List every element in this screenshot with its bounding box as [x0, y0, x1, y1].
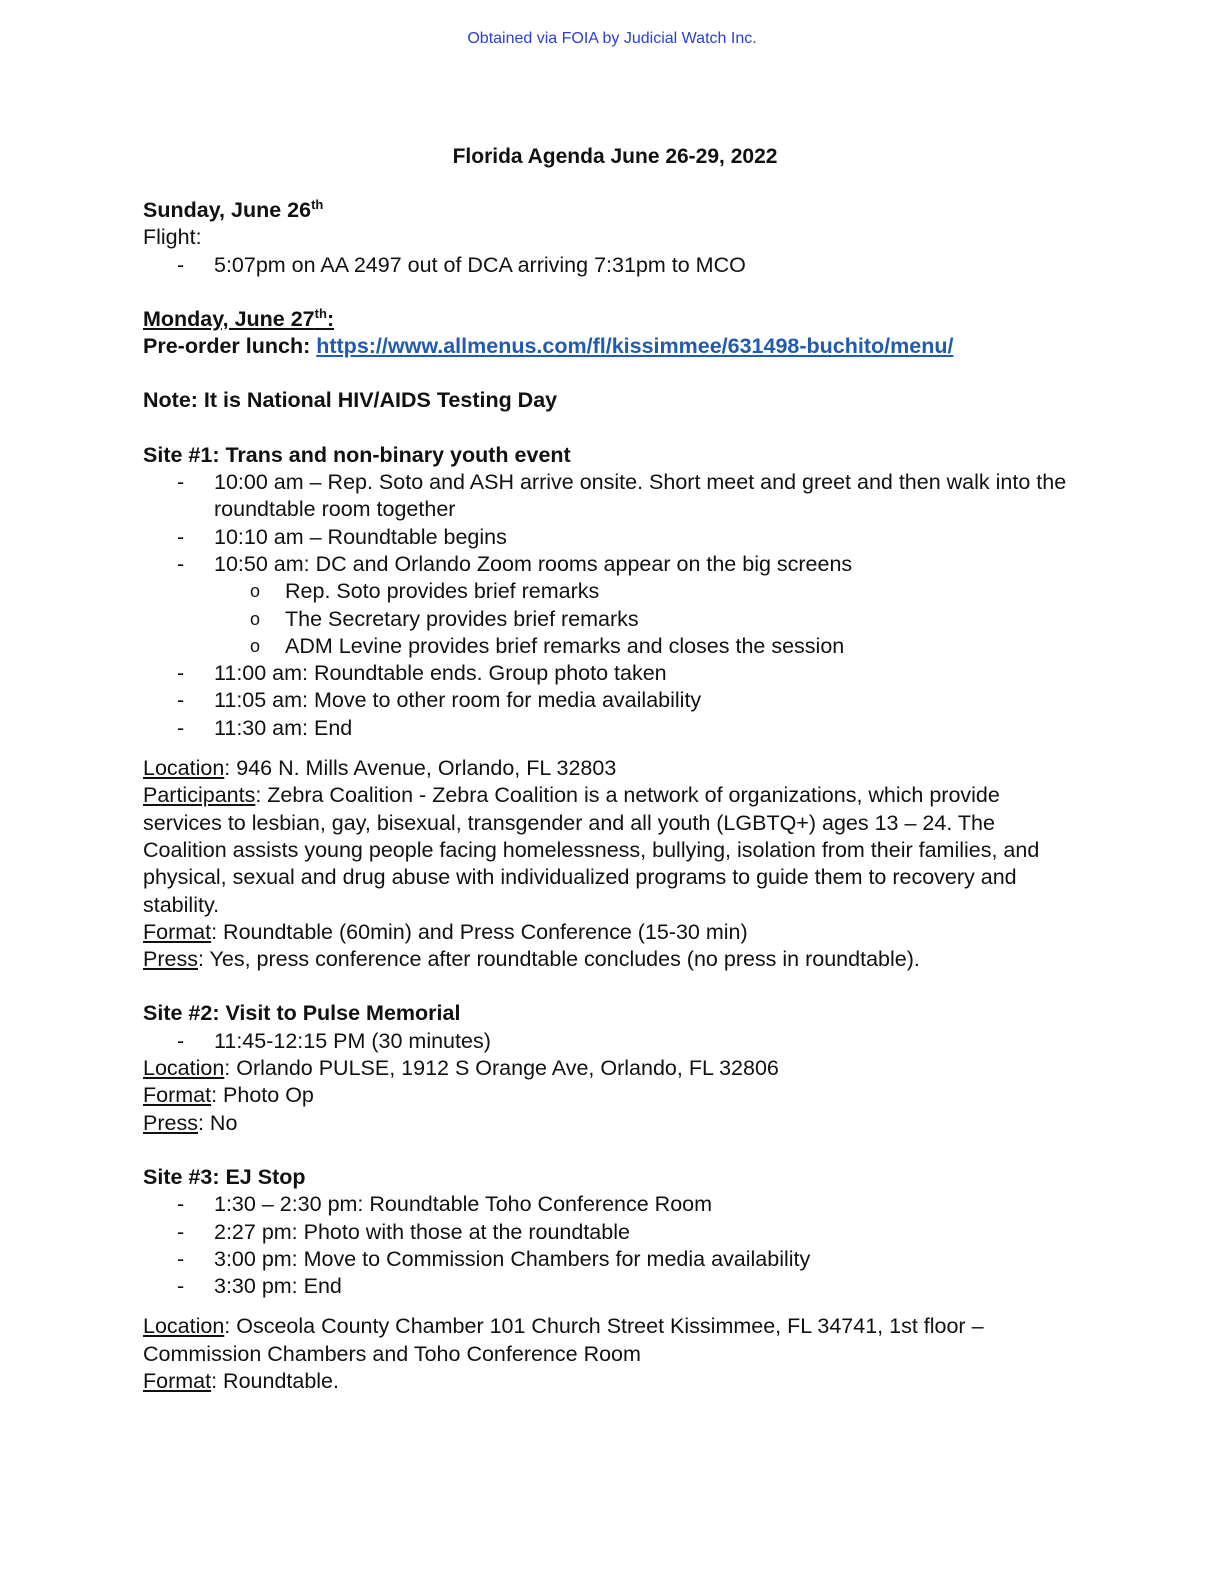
agenda-body [143, 197, 1083, 1395]
list-item: - 11:05 am: Move to other room for media availability [143, 687, 1083, 714]
testing-day-note: Note: It is National HIV/AIDS Testing Day [143, 388, 558, 413]
list-item: - 10:00 am – Rep. Soto and ASH arrive onsite. Short meet and greet and then walk into the roundtable room together [143, 469, 1083, 524]
site3-location: Location: Osceola County Chamber 101 Church Street Kissimmee, FL 34741, 1st floor – Commission Chambers and Toho Conference Room [143, 1314, 984, 1366]
site1-location: Location: 946 N. Mills Avenue, Orlando, FL 32803 [143, 756, 617, 781]
sub-list-item: o The Secretary provides brief remarks [214, 606, 1083, 633]
preorder-lunch: Pre-order lunch: https://www.allmenus.com/fl/kissimmee/631498-buchito/menu/ [143, 334, 954, 359]
page-title: Florida Agenda June 26-29, 2022 [452, 145, 778, 168]
site2-format: Format: Photo Op [143, 1083, 314, 1108]
site2-location: Location: Orlando PULSE, 1912 S Orange Ave, Orlando, FL 32806 [143, 1056, 779, 1081]
list-item: - 3:30 pm: End [143, 1273, 1083, 1300]
site2-heading: Site #2: Visit to Pulse Memorial [143, 1001, 461, 1026]
site1-schedule [143, 469, 1083, 742]
site3-schedule [143, 1191, 1083, 1300]
list-item: - 11:45-12:15 PM (30 minutes) [143, 1028, 1083, 1055]
list-item: - 10:10 am – Roundtable begins [143, 524, 1083, 551]
flight-label: Flight: [143, 225, 202, 250]
site1-format: Format: Roundtable (60min) and Press Conference (15-30 min) [143, 919, 748, 944]
sunday-heading: Sunday, June 26th [143, 196, 324, 222]
site1-heading: Site #1: Trans and non-binary youth event [143, 442, 571, 467]
list-item: - 11:30 am: End [143, 715, 1083, 742]
foia-watermark: Obtained via FOIA by Judicial Watch Inc. [467, 30, 757, 47]
sub-list-item: o Rep. Soto provides brief remarks [214, 578, 1083, 605]
flight-list [143, 252, 1083, 279]
list-item: - 5:07pm on AA 2497 out of DCA arriving 7:31pm to MCO [143, 252, 1083, 279]
list-item: - 3:00 pm: Move to Commission Chambers for media availability [143, 1246, 1083, 1273]
sub-list-item: o ADM Levine provides brief remarks and closes the session [214, 633, 1083, 660]
site2-press: Press: No [143, 1110, 238, 1135]
list-item: - 11:00 am: Roundtable ends. Group photo taken [143, 660, 1083, 687]
site1-remarks-list [214, 578, 1083, 660]
site2-schedule [143, 1028, 1083, 1055]
site3-heading: Site #3: EJ Stop [143, 1164, 306, 1189]
site1-participants: Participants: Zebra Coalition - Zebra Coalition is a network of organizations, which provide services to lesbian, gay, bisexual, transgender and all youth (LGBTQ+) ages 13 – 24. The Coalition assists young people facing homelessness, bullying, isolation from their families, and physical, sexual and drug abuse with individualized programs to guide them to recovery and stability. [143, 783, 1040, 917]
monday-heading: Monday, June 27th: [143, 305, 335, 331]
list-item: - 1:30 – 2:30 pm: Roundtable Toho Conference Room [143, 1191, 1083, 1218]
list-item: - 2:27 pm: Photo with those at the roundtable [143, 1219, 1083, 1246]
list-item: - 10:50 am: DC and Orlando Zoom rooms appear on the big screens o Rep. Soto provides brief remarks o The Secretary provides brief remarks o ADM Levine provides brief remarks and closes the session [143, 551, 1083, 660]
site3-format: Format: Roundtable. [143, 1368, 339, 1393]
preorder-lunch-link[interactable]: https://www.allmenus.com/fl/kissimmee/631498-buchito/menu/ [316, 334, 954, 359]
site1-press: Press: Yes, press conference after roundtable concludes (no press in roundtable). [143, 947, 920, 972]
